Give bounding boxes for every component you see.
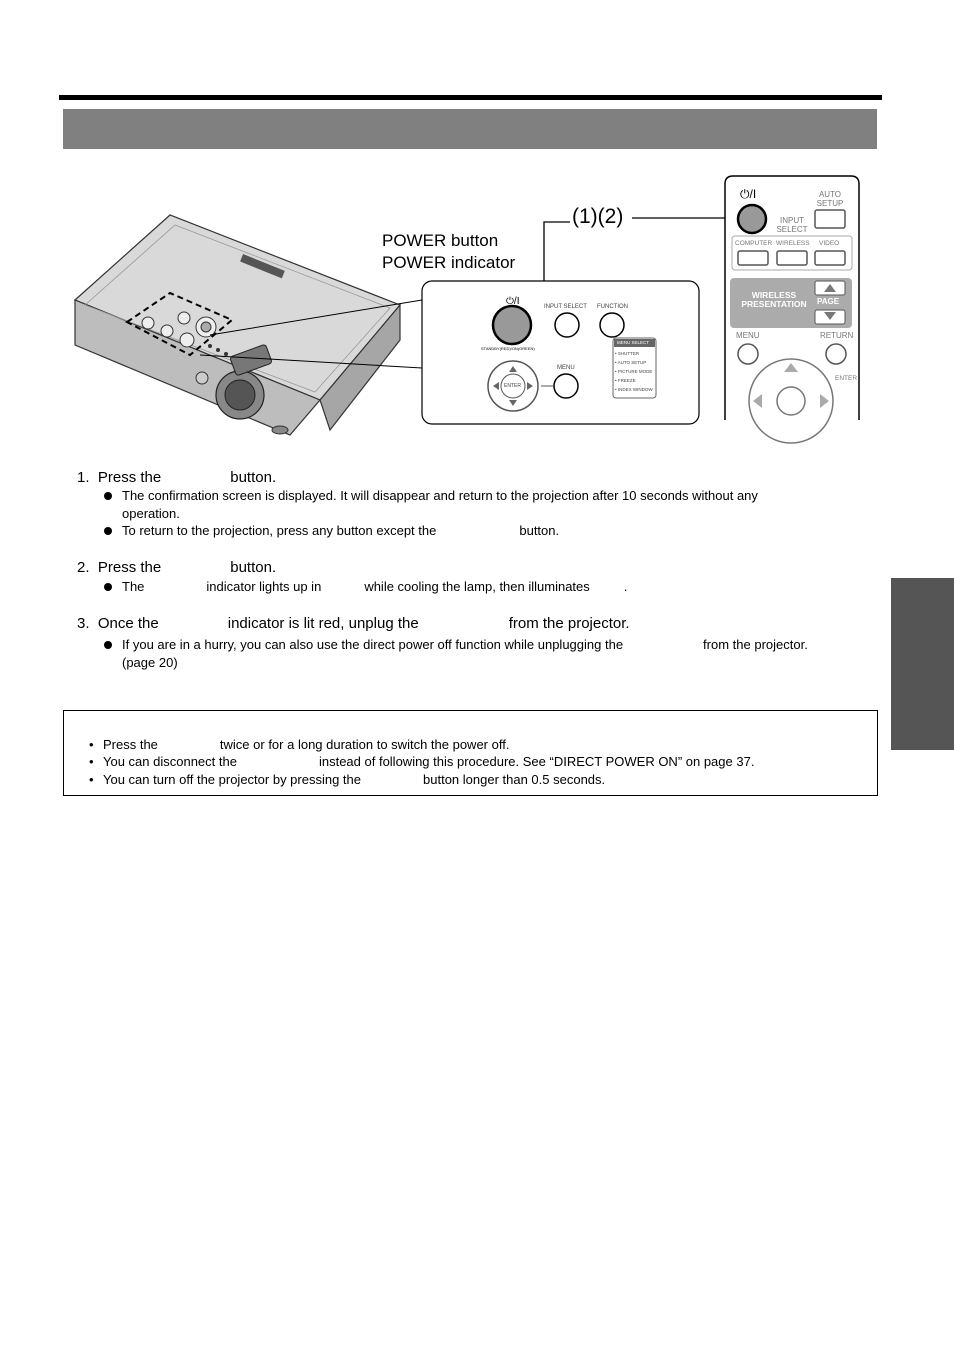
remote-auto-setup-label: AUTO SETUP [816, 190, 844, 208]
bullet-item [122, 636, 882, 672]
menu-select-items [615, 349, 653, 394]
panel-enter-label: ENTER [504, 383, 521, 389]
menu-select-item: • FREEZE [615, 378, 636, 383]
bullet-text: The confirmation screen is displayed. It will disappear and return to the projection after 10 seconds without any [122, 488, 758, 503]
menu-select-item: • PICTURE MODE [615, 369, 653, 374]
step-2 [77, 558, 276, 577]
step-number: 3. [77, 615, 90, 632]
step-text: Press the [97, 559, 162, 576]
note-text: twice or for a long duration to switch the power off. [219, 737, 510, 752]
bullet-item [122, 578, 627, 596]
bullet-item [122, 487, 862, 523]
step-text: from the projector. [508, 615, 630, 632]
bullet-item [122, 522, 559, 540]
bullet-text: button. [519, 523, 560, 538]
step-text: button. [230, 469, 277, 486]
remote-menu-label: MENU [736, 331, 760, 340]
panel-standby-label: STANDBY(RED)/ON(GREEN) [481, 346, 535, 351]
note-item: • Press the twice or for a long duration to switch the power off. [89, 737, 510, 752]
step-1 [77, 468, 276, 487]
bullet-text: The [122, 579, 145, 594]
step-text: button. [230, 559, 277, 576]
note-item: • You can disconnect the instead of following this procedure. See “DIRECT POWER ON” on page 37. [89, 754, 755, 769]
note-item: • You can turn off the projector by pressing the button longer than 0.5 seconds. [89, 772, 606, 787]
remote-computer-label: COMPUTER [735, 240, 773, 247]
menu-select-item: • INDEX WINDOW [615, 387, 653, 392]
note-text: button longer than 0.5 seconds. [423, 772, 606, 787]
bullet-text: from the projector. [703, 637, 808, 652]
panel-function-label: FUNCTION [597, 304, 628, 310]
bullet-text: If you are in a hurry, you can also use the direct power off function while unplugging the [122, 637, 624, 652]
panel-input-select-label: INPUT SELECT [544, 304, 587, 310]
note-text: instead of following this procedure. See “DIRECT POWER ON” on page 37. [318, 754, 755, 769]
callout-label: (1)(2) [572, 205, 624, 228]
bullet-text: . [623, 579, 628, 594]
remote-video-label: VIDEO [819, 240, 840, 247]
top-rule [59, 95, 882, 100]
projector-illustration [75, 215, 422, 435]
bullet-text: (page 20) [122, 655, 178, 670]
remote-power-symbol: ⏻/I [740, 187, 757, 201]
bullet-text: while cooling the lamp, then illuminates [364, 579, 590, 594]
menu-select-title: MENU SELECT [617, 340, 650, 345]
remote-wireless-presentation-label: WIRELESS PRESENTATION [741, 290, 807, 309]
step-number: 2. [77, 559, 90, 576]
bullet-text: To return to the projection, press any button except the [122, 523, 437, 538]
panel-menu-label: MENU [557, 365, 575, 371]
power-indicator-label: POWER indicator [382, 253, 516, 272]
chapter-side-tab [891, 578, 954, 750]
section-title-bar [63, 109, 877, 149]
control-panel-detail [422, 281, 699, 424]
remote-enter-label: ENTER [835, 375, 858, 382]
menu-select-item: • AUTO SETUP [615, 360, 647, 365]
remote-return-label: RETURN [820, 331, 854, 340]
bullet-text: operation. [122, 506, 180, 521]
step-number: 1. [77, 469, 90, 486]
panel-power-symbol: ⏻/I [506, 296, 520, 307]
remote-input-select-label: INPUT SELECT [776, 216, 808, 234]
power-button-label: POWER button [382, 231, 499, 250]
menu-select-item: • SHUTTER [615, 351, 640, 356]
step-3 [77, 614, 630, 633]
remote-wireless-label: WIRELESS [776, 240, 810, 247]
note-text: You can turn off the projector by pressing the [103, 772, 362, 787]
step-text: indicator is lit red, unplug the [227, 615, 419, 632]
note-text: You can disconnect the [103, 754, 237, 769]
remote-page-label: PAGE [817, 297, 840, 306]
step-text: Once the [97, 615, 159, 632]
note-text: Press the [103, 737, 158, 752]
step-text: Press the [97, 469, 162, 486]
bullet-text: indicator lights up in [206, 579, 322, 594]
